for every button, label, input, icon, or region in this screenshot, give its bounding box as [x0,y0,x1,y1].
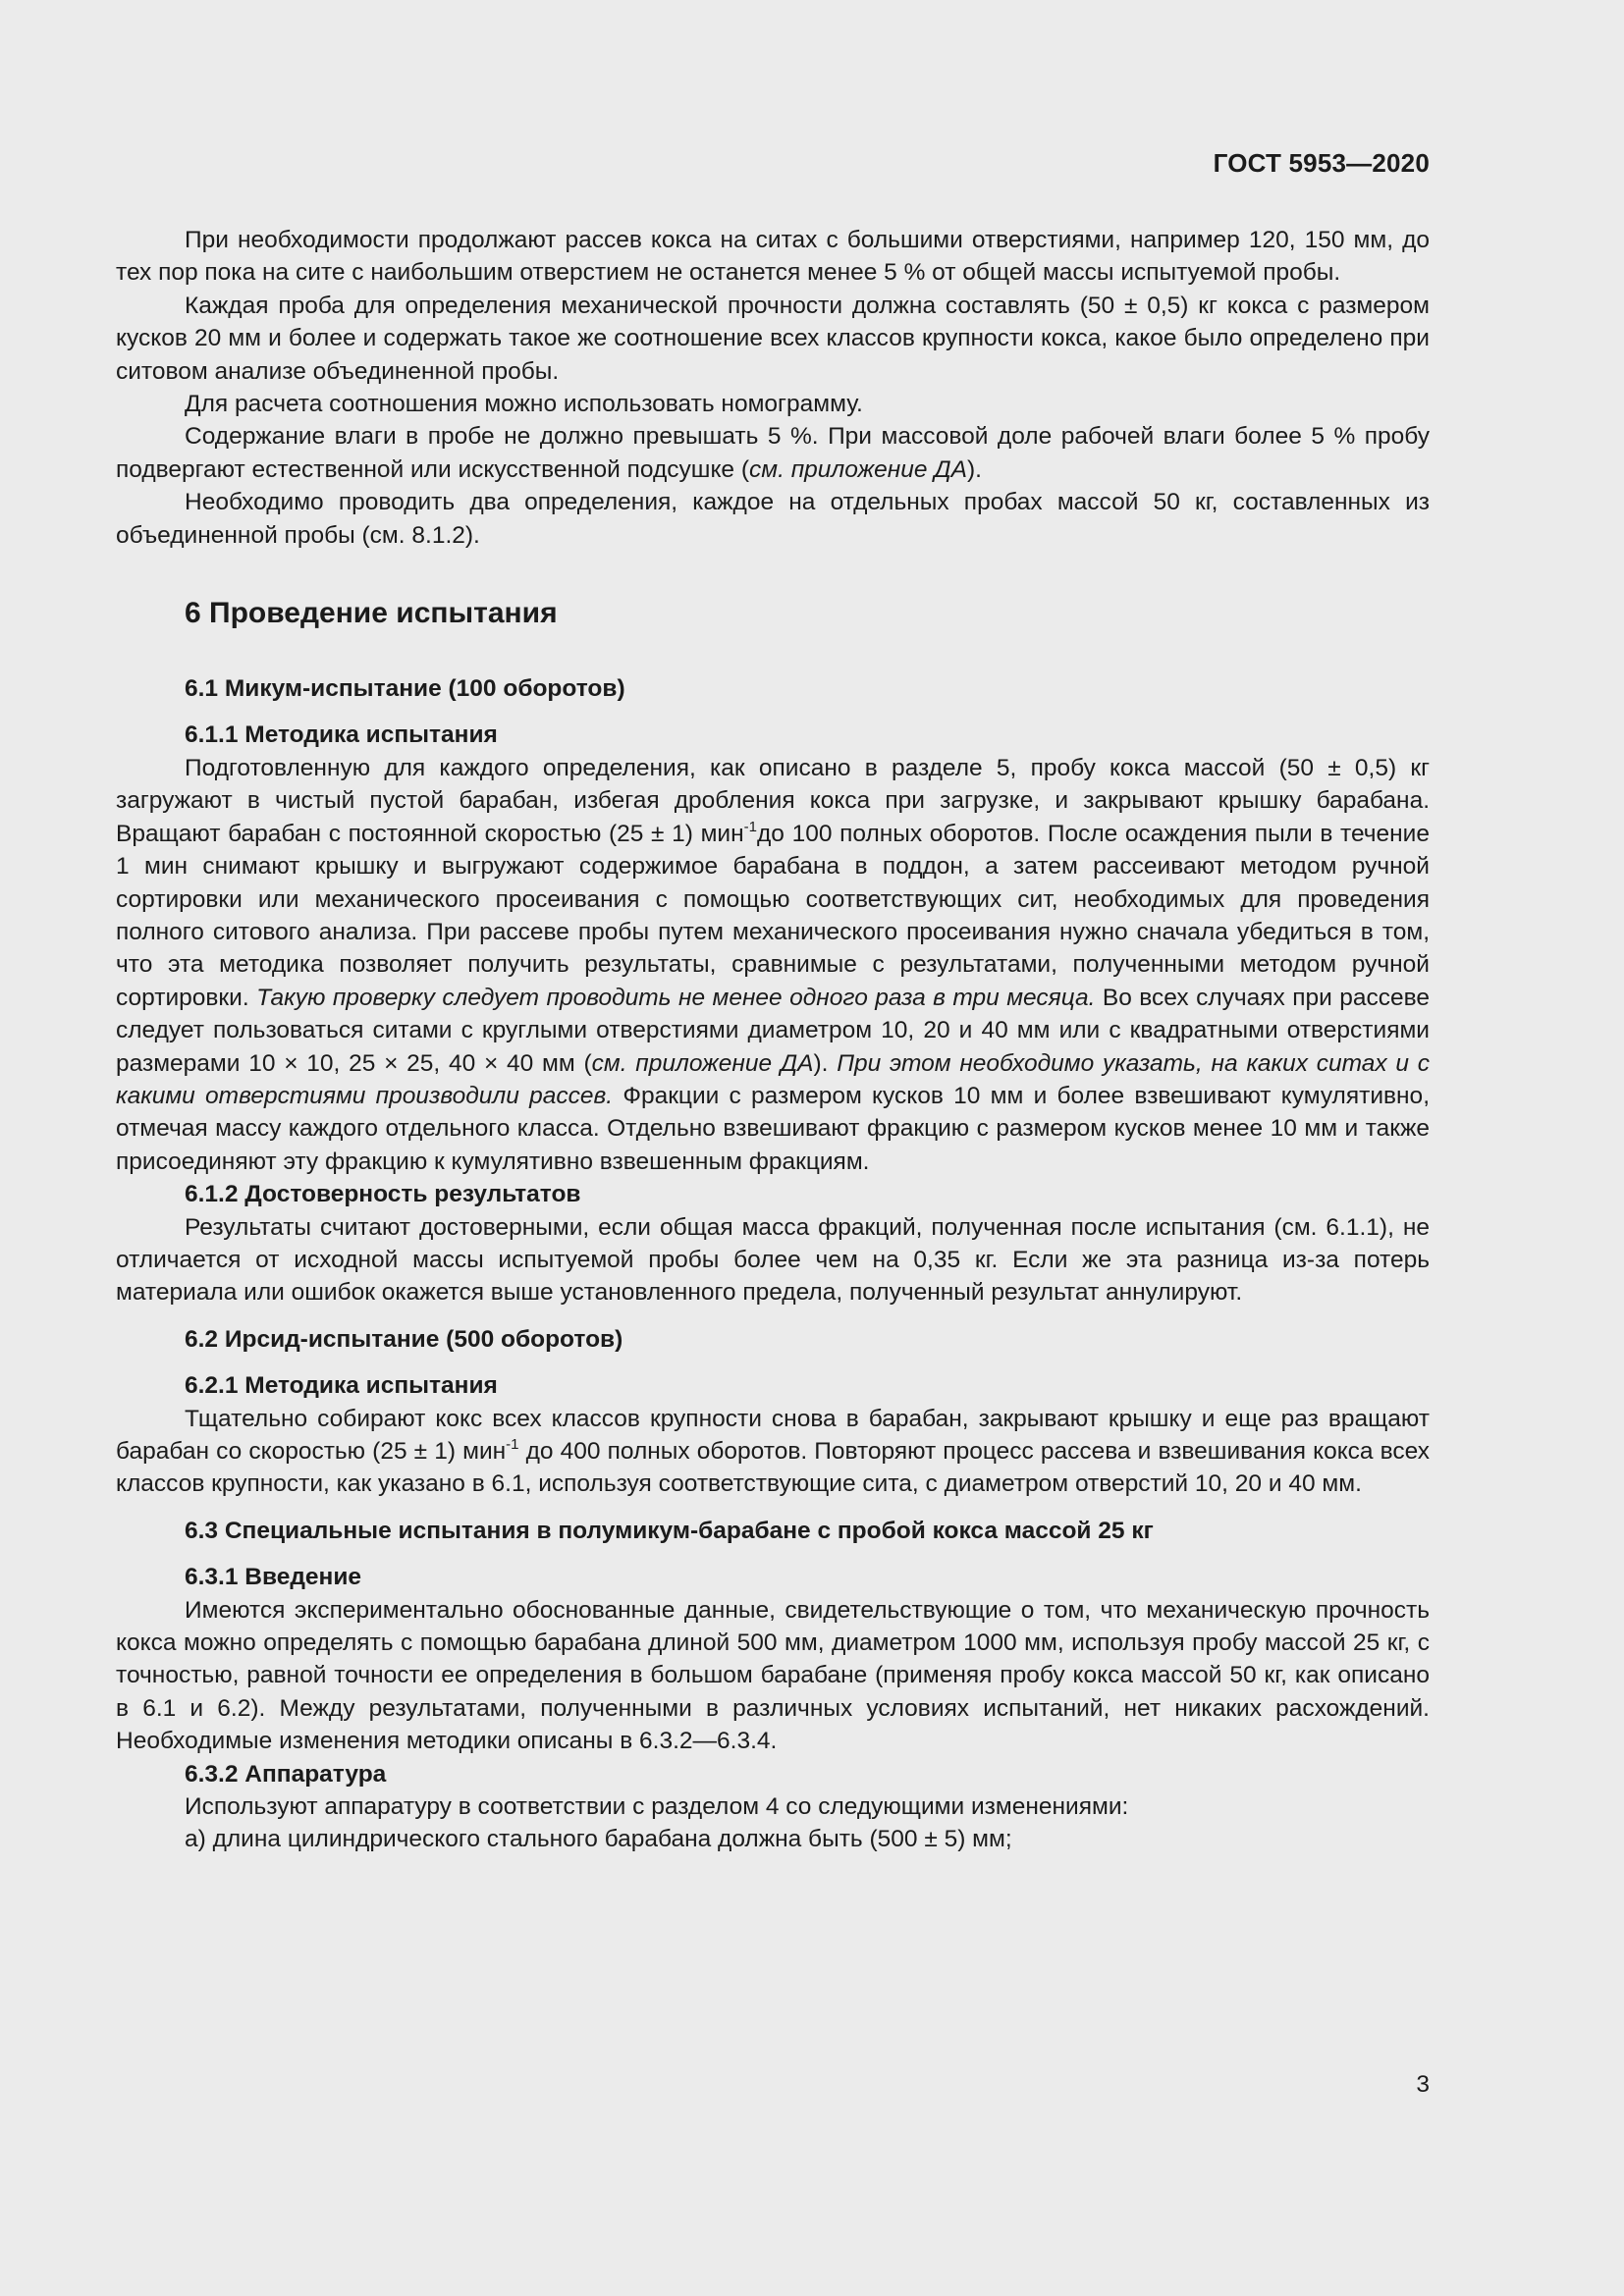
section-6-1-2-heading: 6.1.2 Достоверность результатов [185,1181,581,1208]
document-code-header: ГОСТ 5953—2020 [1213,148,1430,178]
paragraph-two-determinations: Необходимо проводить два определения, каждое на отдельных пробах массой 50 кг, составленных из объединенной пробы (см. 8.1.2). [116,489,1430,549]
section-6-2-1-heading: 6.2.1 Методика испытания [185,1372,498,1400]
paragraph-sieving: При необходимости продолжают рассев кокса на ситах с большими отверстиями, например 120, 150 мм, до тех пор пока на сите с наибольшим отверстием не останется менее 5 % от общей массы испытуемой пробы. [116,227,1430,287]
paragraph-moisture: Содержание влаги в пробе не должно превышать 5 %. При массовой доле рабочей влаги более 5 % пробу подвергают естественной или искусственной подсушке (см. приложение ДА). [116,423,1430,483]
section-6-heading: 6 Проведение испытания [185,597,558,630]
list-item-a: а) длина цилиндрического стального барабана должна быть (500 ± 5) мм; [185,1826,1012,1853]
paragraph-6-3-1: Имеются экспериментально обоснованные данные, свидетельствующие о том, что механическую прочность кокса можно определять с помощью барабана длиной 500 мм, диаметром 1000 мм, используя пробу массой 25 кг, с точностью, равной точности ее определения в большом барабане (применяя пробу кокса массой 50 кг, как описано в 6.1 и 6.2). Между результатами, полученными в различных условиях испытаний, нет никаких расхождений. Необходимые изменения методики описаны в 6.3.2—6.3.4. [116,1596,1430,1755]
appendix-reference: см. приложение ДА [591,1049,814,1077]
paragraph-6-2-1: Тщательно собирают кокс всех классов крупности снова в барабан, закрывают крышку и еще раз вращают барабан со скоростью (25 ± 1) мин$^{-1}$ до 400 полных оборотов. Повторяют процесс рассева и взвешивания кокса всех классов крупности, как указано в 6.1, используя соответствующие сита, с диаметром отверстий 10, 20 и 40 мм. [116,1405,1430,1498]
section-6-3-2-heading: 6.3.2 Аппаратура [185,1760,387,1788]
paragraph-6-3-2: Используют аппаратуру в соответствии с разделом 4 со следующими изменениями: [185,1793,1129,1821]
paragraph-sample-mass: Каждая проба для определения механической прочности должна составлять (50 ± 0,5) кг кокса с размером кусков 20 мм и более и содержать такое же соотношение всех классов крупности кокса, какое было определено при ситовом анализе объединенной пробы. [116,292,1430,385]
section-6-3-1-heading: 6.3.1 Введение [185,1564,362,1591]
paragraph-nomogram: Для расчета соотношения можно использовать номограмму. [185,391,863,418]
appendix-reference: см. приложение ДА [749,455,967,483]
document-body [116,224,1430,1856]
section-6-1-heading: 6.1 Микум-испытание (100 оборотов) [185,675,625,703]
paragraph-6-1-1: Подготовленную для каждого определения, как описано в разделе 5, пробу кокса массой (50 ± 0,5) кг загружают в чистый пустой барабан, избегая дробления кокса при загрузке, и закрывают крышку барабана. Вращают барабан с постоянной скоростью (25 ± 1) мин$^{-1}$до 100 полных оборотов. После осаждения пыли в течение 1 мин снимают крышку и выгружают содержимое барабана в поддон, а затем рассеивают методом ручной сортировки или механического просеивания с помощью соответствующих сит, необходимых для проведения полного ситового анализа. При рассеве пробы путем механического просеивания нужно сначала убедиться в том, что эта методика позволяет получить результаты, сравнимые с результатами, полученными методом ручной сортировки. Такую проверку следует проводить не менее одного раза в три месяца. Во всех случаях при рассеве следует пользоваться ситами с круглыми отверстиями диаметром 10, 20 и 40 мм или с квадратными отверстиями размерами 10 × 10, 25 × 25, 40 × 40 мм (см. приложение ДА). При этом необходимо указать, на каких ситах и с какими отверстиями производили рассев. Фракции с размером кусков 10 мм и более взвешивают кумулятивно, отмечая массу каждого отдельного класса. Отдельно взвешивают фракцию с размером кусков менее 10 мм и также присоединяют эту фракцию к кумулятивно взвешенным фракциям. [116,754,1430,1175]
paragraph-6-1-2: Результаты считают достоверными, если общая масса фракций, полученная после испытания (см. 6.1.1), не отличается от исходной массы испытуемой пробы более чем на 0,35 кг. Если же эта разница из-за потерь материала или ошибок окажется выше установленного предела, полученный результат аннулируют. [116,1213,1430,1307]
section-6-3-heading: 6.3 Специальные испытания в полумикум-барабане с пробой кокса массой 25 кг [185,1517,1154,1544]
section-6-2-heading: 6.2 Ирсид-испытание (500 оборотов) [185,1325,623,1353]
page-number: 3 [1416,2071,1430,2098]
section-6-1-1-heading: 6.1.1 Методика испытания [185,721,498,749]
